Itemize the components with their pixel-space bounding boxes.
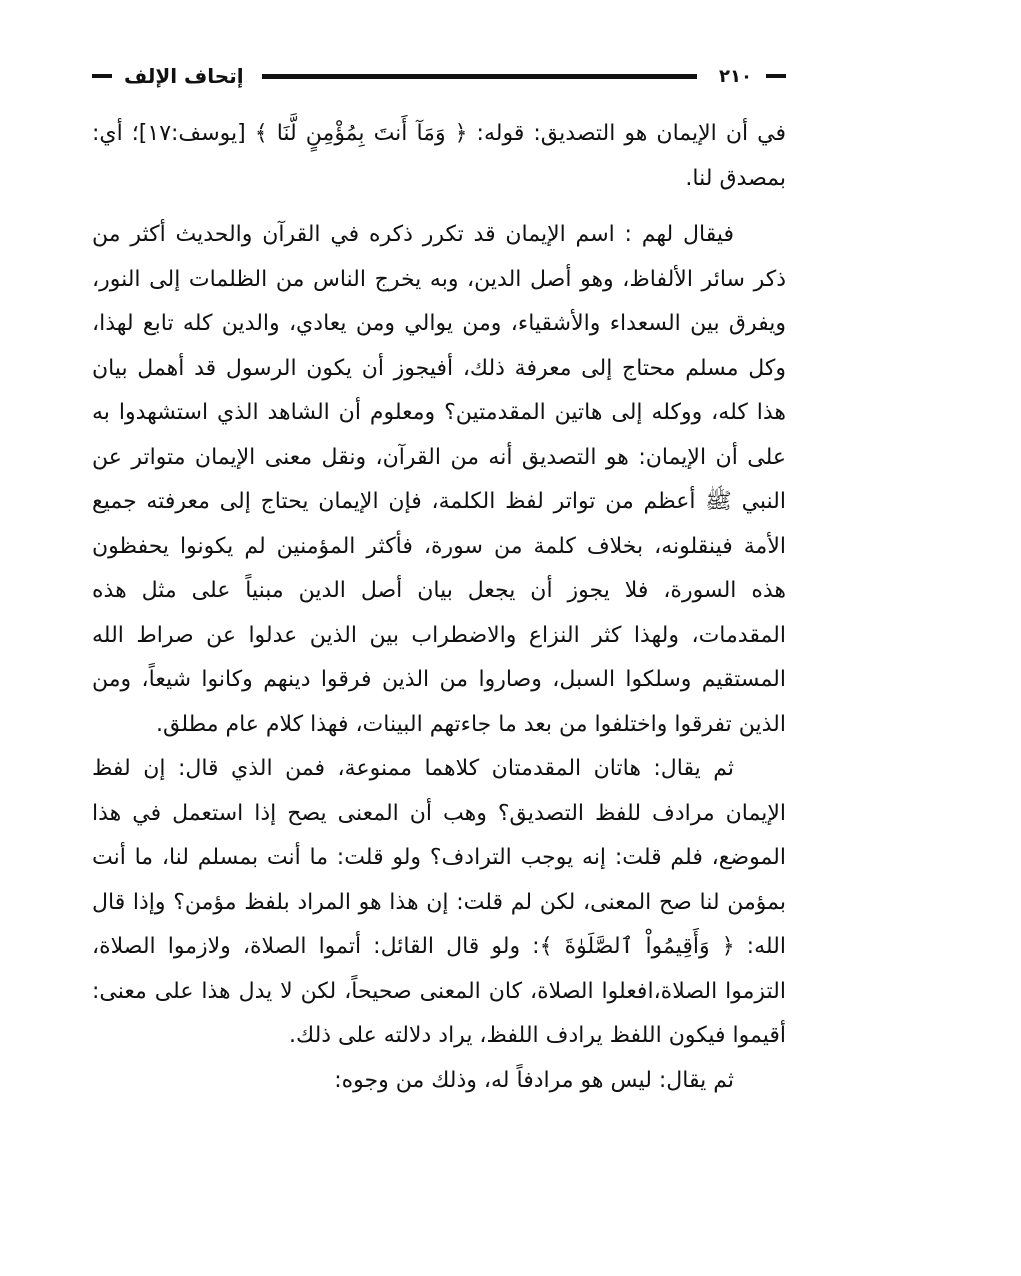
book-page [92,58,786,1218]
body-text [92,112,786,1103]
page-header [92,58,786,94]
paragraph-3: ثم يقال: هاتان المقدمتان كلاهما ممنوعة، فمن الذي قال: إن لفظ الإيمان مرادف للفظ التصديق؟ وهب أن المعنى يصح إذا استعمل في هذا الموضع، فلم قلت: إنه يوجب الترادف؟ ولو قلت: ما أنت بمسلم لنا، ما أنت بمؤمن لنا صح المعنى، لكن لم قلت: إن هذا هو المراد بلفظ مؤمن؟ وإذا قال الله: ﴿ وَأَقِيمُواْ ٱلصَّلَوٰةَ ﴾: ولو قال القائل: أتموا الصلاة، ولازموا الصلاة، التزموا الصلاة،افعلوا الصلاة، كان المعنى صحيحاً، لكن لا يدل هذا على معنى: أقيموا فيكون اللفظ يرادف اللفظ، يراد دلالته على ذلك. [92,756,786,1048]
paragraph-4: ثم يقال: ليس هو مرادفاً له، وذلك من وجوه: [334,1067,734,1093]
paragraph-1: في أن الإيمان هو التصديق: قوله: ﴿ وَمَآ أَنتَ بِمُؤْمِنٍ لَّنَا ﴾ [يوسف:١٧]؛ أي: بمصدق لنا. [92,121,786,191]
header-dash-left [92,74,112,78]
running-title: إتحاف الإلف [124,64,244,88]
paragraph-2: فيقال لهم : اسم الإيمان قد تكرر ذكره في القرآن والحديث أكثر من ذكر سائر الألفاظ، وهو أصل الدين، وبه يخرج الناس من الظلمات إلى النور، ويفرق بين السعداء والأشقياء، ومن يوالي ومن يعادي، والدين كله تابع لهذا، وكل مسلم محتاج إلى معرفة ذلك، أفيجوز أن يكون الرسول قد أهمل بيان هذا كله، ووكله إلى هاتين المقدمتين؟ ومعلوم أن الشاهد الذي استشهدوا به على أن الإيمان: هو التصديق أنه من القرآن، ونقل معنى الإيمان متواتر عن النبي ﷺ أعظم من تواتر لفظ الكلمة، فإن الإيمان يحتاج إلى معرفته جميع الأمة فينقلونه، بخلاف كلمة من سورة، فأكثر المؤمنين لم يكونوا يحفظون هذه السورة، فلا يجوز أن يجعل بيان أصل الدين مبنياً على مثل هذه المقدمات، ولهذا كثر النزاع والاضطراب بين الذين عدلوا عن صراط الله المستقيم وسلكوا السبل، وصاروا من الذين فرقوا دينهم وكانوا شيعاً، ومن الذين تفرقوا واختلفوا من بعد ما جاءتهم البينات، فهذا كلام عام مطلق. [92,222,786,737]
header-rule [262,74,697,79]
header-dash-right [766,74,786,78]
page-number: ٢١٠ [719,65,752,87]
